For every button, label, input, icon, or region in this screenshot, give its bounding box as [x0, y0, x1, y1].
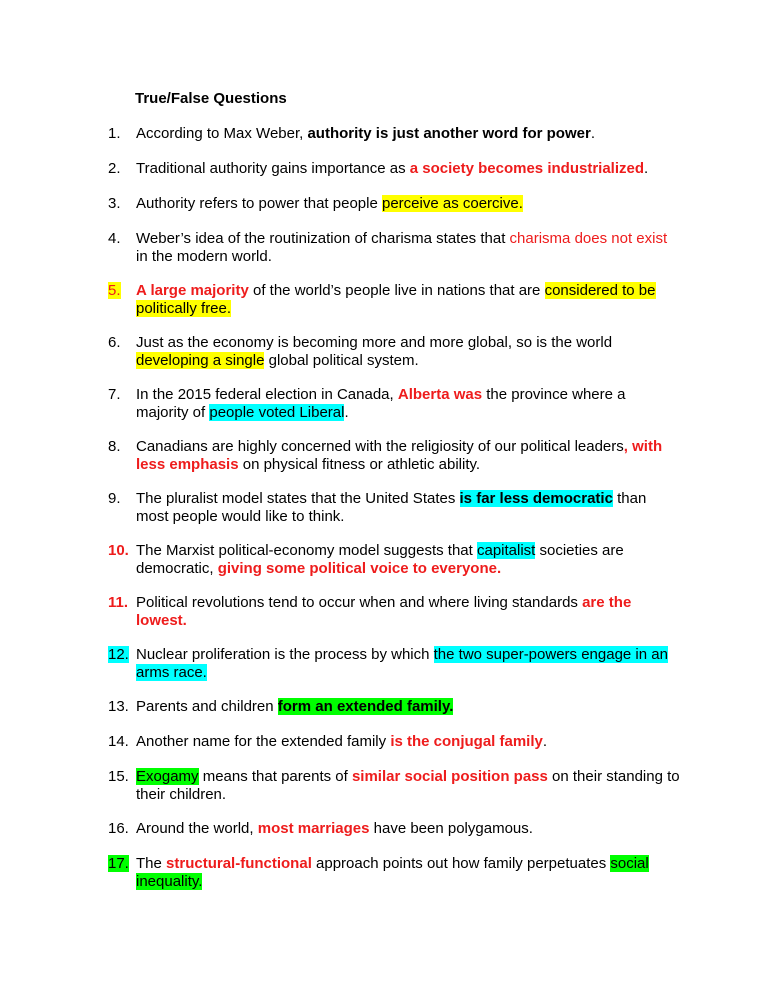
question-text-segment: means that parents of: [198, 768, 352, 785]
question-text-segment: societies are democratic,: [136, 542, 624, 577]
question-text-segment: approach points out how family perpetuates: [311, 855, 611, 872]
question-text: [136, 594, 680, 630]
question-text-segment: is far less democratic: [459, 490, 613, 507]
question-text-segment: developing a single: [136, 352, 265, 369]
question-text-segment: in the modern world.: [136, 248, 272, 265]
question-text-segment: .: [542, 733, 548, 750]
question-text-segment: people voted Liberal: [209, 404, 345, 421]
question-text: [136, 160, 680, 178]
question-text-segment: authority is just another word for power: [307, 125, 591, 142]
question-number: 2.: [108, 160, 121, 177]
question-text: [136, 125, 680, 143]
question-number: 10.: [108, 542, 129, 559]
question-text-segment: form an extended family.: [277, 698, 454, 715]
question-text-segment: .: [344, 404, 349, 421]
page-title: True/False Questions: [135, 90, 287, 107]
question-text-segment: have been polygamous.: [369, 820, 533, 837]
question-text-segment: Political revolutions tend to occur when and where living standards: [136, 594, 583, 611]
question-text-segment: Another name for the extended family: [136, 733, 391, 750]
question-text-segment: The: [136, 855, 167, 872]
question-text: [136, 438, 680, 474]
question-text: [136, 698, 680, 716]
question-text-segment: giving some political voice to everyone.: [217, 560, 502, 577]
question-text-segment: Just as the economy is becoming more and more global, so is the world: [136, 334, 613, 351]
question-text-segment: similar social position pass: [351, 768, 548, 785]
question-text: [136, 646, 680, 682]
question-text-segment: , with less emphasis: [136, 438, 663, 473]
question-text-segment: .: [644, 160, 649, 177]
question-number: 8.: [108, 438, 121, 455]
question-text-segment: the province where a majority of: [136, 386, 626, 421]
question-text-segment: According to Max Weber,: [136, 125, 308, 142]
question-text: [136, 768, 680, 804]
question-number: 15.: [108, 768, 129, 785]
question-number: 6.: [108, 334, 121, 351]
question-text-segment: Weber’s idea of the routinization of charisma states that: [136, 230, 510, 247]
question-number: 7.: [108, 386, 121, 403]
question-text-segment: Authority refers to power that people: [136, 195, 382, 212]
question-number: 17.: [108, 855, 129, 872]
question-text-segment: .: [590, 125, 595, 142]
question-text-segment: are the lowest.: [136, 594, 632, 629]
question-text: [136, 282, 680, 318]
question-text-segment: considered to be politically free.: [136, 282, 656, 317]
question-number: 16.: [108, 820, 129, 837]
question-text: [136, 230, 680, 266]
question-text: [136, 542, 680, 578]
question-text-segment: Traditional authority gains importance as: [136, 160, 410, 177]
question-text-segment: Around the world,: [136, 820, 258, 837]
question-text: [136, 386, 680, 422]
question-text-segment: is the conjugal family: [390, 733, 543, 750]
question-text-segment: The pluralist model states that the United States: [136, 490, 460, 507]
question-text-segment: on their standing to their children.: [136, 768, 680, 803]
question-number: 4.: [108, 230, 121, 247]
question-text-segment: than most people would like to think.: [136, 490, 647, 525]
question-text-segment: of the world’s people live in nations that are: [248, 282, 545, 299]
question-text-segment: In the 2015 federal election in Canada,: [136, 386, 398, 403]
question-text-segment: Alberta was: [397, 386, 483, 403]
question-text-segment: charisma does not exist: [509, 230, 668, 247]
question-text-segment: capitalist: [476, 542, 536, 559]
question-text-segment: Canadians are highly concerned with the religiosity of our political leaders: [136, 438, 624, 455]
question-number: 14.: [108, 733, 129, 750]
question-text-segment: on physical fitness or athletic ability.: [238, 456, 481, 473]
question-text-segment: Exogamy: [136, 768, 199, 785]
question-text-segment: perceive as coercive.: [381, 195, 523, 212]
question-text: [136, 195, 680, 213]
question-number: 5.: [108, 282, 121, 299]
question-number: 1.: [108, 125, 121, 142]
question-number: 13.: [108, 698, 129, 715]
question-number: 11.: [108, 594, 129, 611]
question-number: 9.: [108, 490, 121, 507]
question-text-segment: social inequality.: [136, 855, 649, 890]
question-text-segment: Parents and children: [136, 698, 278, 715]
question-text-segment: Nuclear proliferation is the process by which: [136, 646, 434, 663]
question-text: [136, 855, 680, 891]
question-text: [136, 490, 680, 526]
question-text: [136, 334, 680, 370]
question-text: [136, 733, 680, 751]
question-text-segment: most marriages: [257, 820, 370, 837]
question-text-segment: structural-functional: [166, 855, 312, 872]
question-text-segment: global political system.: [264, 352, 419, 369]
question-text: [136, 820, 680, 838]
question-number: 12.: [108, 646, 129, 663]
question-text-segment: The Marxist political-economy model suggests that: [136, 542, 477, 559]
question-text-segment: A large majority: [136, 282, 249, 299]
question-text-segment: the two super-powers engage in an arms race.: [136, 646, 668, 681]
question-number: 3.: [108, 195, 121, 212]
question-text-segment: a society becomes industrialized: [409, 160, 645, 177]
